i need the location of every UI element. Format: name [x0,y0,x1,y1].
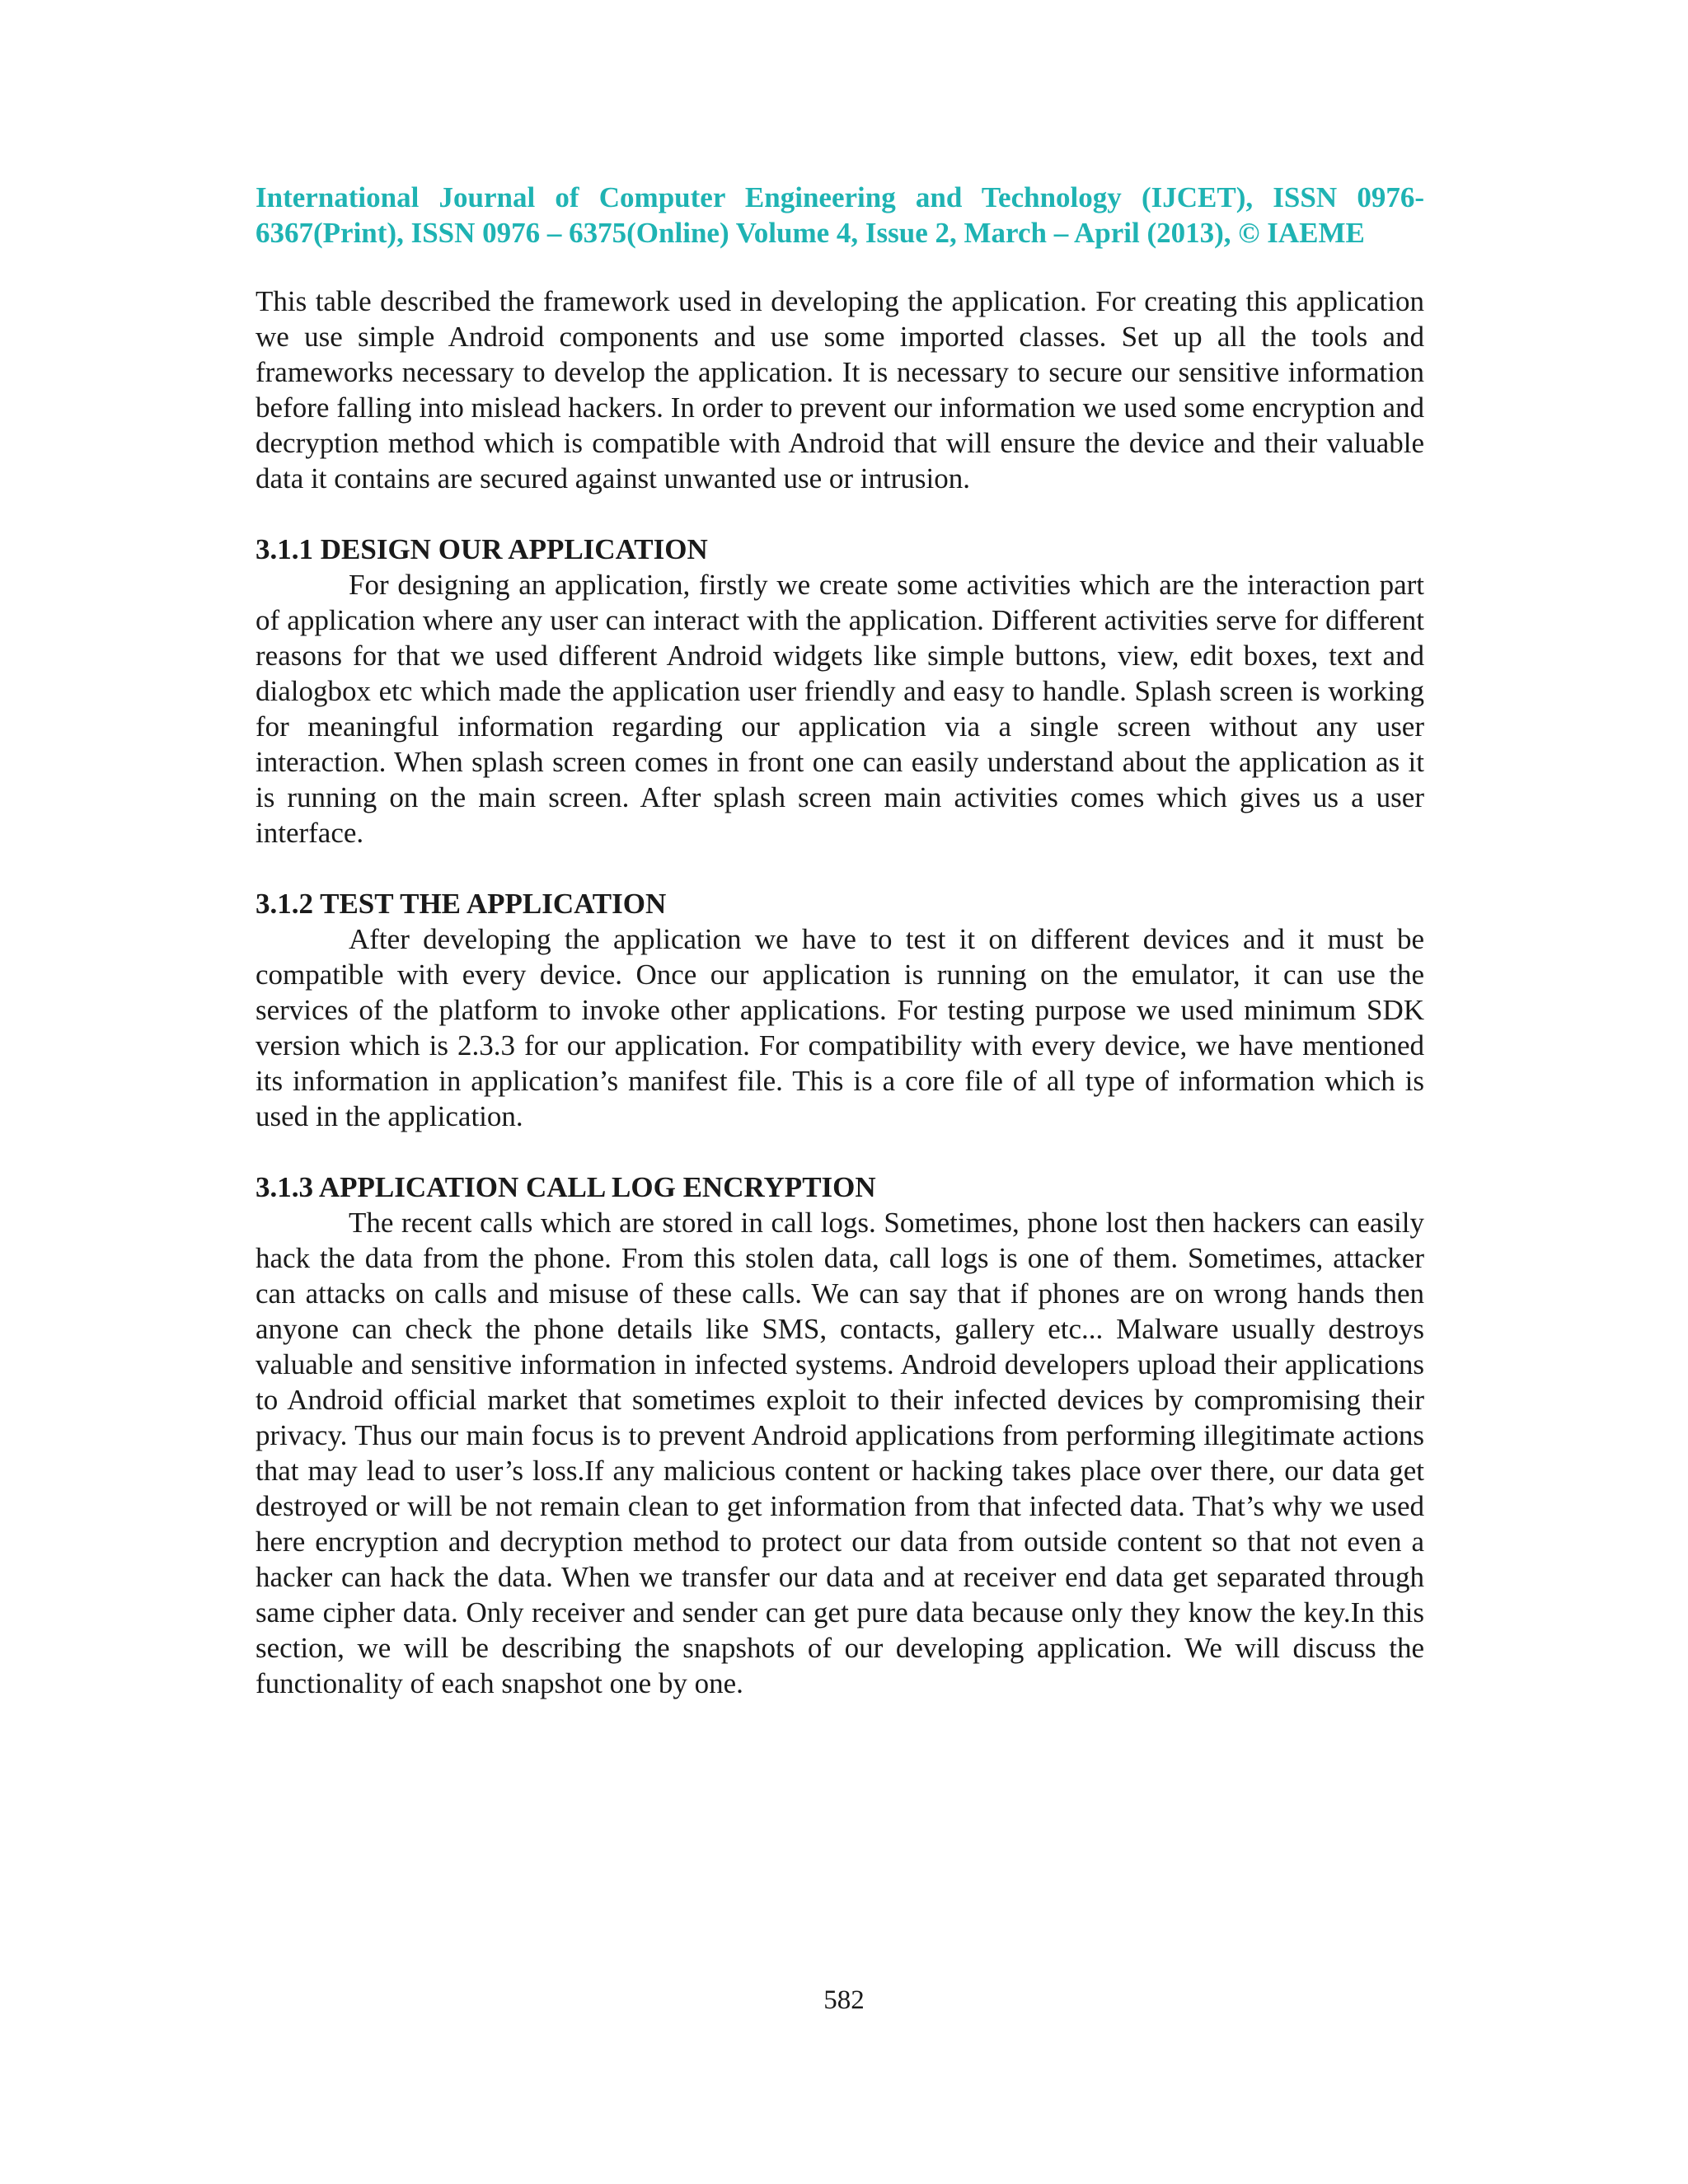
journal-header: International Journal of Computer Engineering and Technology (IJCET), ISSN 0976-6367(Print), ISSN 0976 – 6375(Online) Volume 4, Issue 2, March – April (2013), © IAEME [256,181,1424,249]
section-heading-design: 3.1.1 DESIGN OUR APPLICATION [256,533,708,565]
section-body-design: For designing an application, firstly we create some activities which are the interaction part of application where any user can interact with the application. Different activities serve for different reasons for that we used different Android widgets like simple buttons, view, edit boxes, text and dialogbox etc which made the application user friendly and easy to handle. Splash screen is working for meaningful information regarding our application via a single screen without any user interaction. When splash screen comes in front one can easily understand about the application as it is running on the main screen. After splash screen main activities comes which gives us a user interface. [256,569,1424,849]
section-body-test: After developing the application we have to test it on different devices and it must be compatible with every device. Once our application is running on the emulator, it can use the services of the platform to invoke other applications. For testing purpose we used minimum SDK version which is 2.3.3 for our application. For compatibility with every device, we have mentioned its information in application’s manifest file. This is a core file of all type of information which is used in the application. [256,923,1424,1132]
section-heading-encryption: 3.1.3 APPLICATION CALL LOG ENCRYPTION [256,1171,876,1203]
section-heading-test: 3.1.2 TEST THE APPLICATION [256,888,667,920]
page-number: 582 [823,1985,865,2015]
paper-page [256,180,1424,1701]
section-body-encryption: The recent calls which are stored in call logs. Sometimes, phone lost then hackers can easily hack the data from the phone. From this stolen data, call logs is one of them. Sometimes, attacker can attacks on calls and misuse of these calls. We can say that if phones are on wrong hands then anyone can check the phone details like SMS, contacts, gallery etc... Malware usually destroys valuable and sensitive information in infected systems. Android developers upload their applications to Android official market that sometimes exploit to their infected devices by compromising their privacy. Thus our main focus is to prevent Android applications from performing illegitimate actions that may lead to user’s loss.If any malicious content or hacking takes place over there, our data get destroyed or will be not remain clean to get information from that infected data. That’s why we used here encryption and decryption method to protect our data from outside content so that not even a hacker can hack the data. When we transfer our data and at receiver end data get separated through same cipher data. Only receiver and sender can get pure data because only they know the key.In this section, we will be describing the snapshots of our developing application. We will discuss the functionality of each snapshot one by one. [256,1207,1424,1699]
intro-paragraph: This table described the framework used in developing the application. For creating this application we use simple Android components and use some imported classes. Set up all the tools and frameworks necessary to develop the application. It is necessary to secure our sensitive information before falling into mislead hackers. In order to prevent our information we used some encryption and decryption method which is compatible with Android that will ensure the device and their valuable data it contains are secured against unwanted use or intrusion. [256,285,1424,494]
